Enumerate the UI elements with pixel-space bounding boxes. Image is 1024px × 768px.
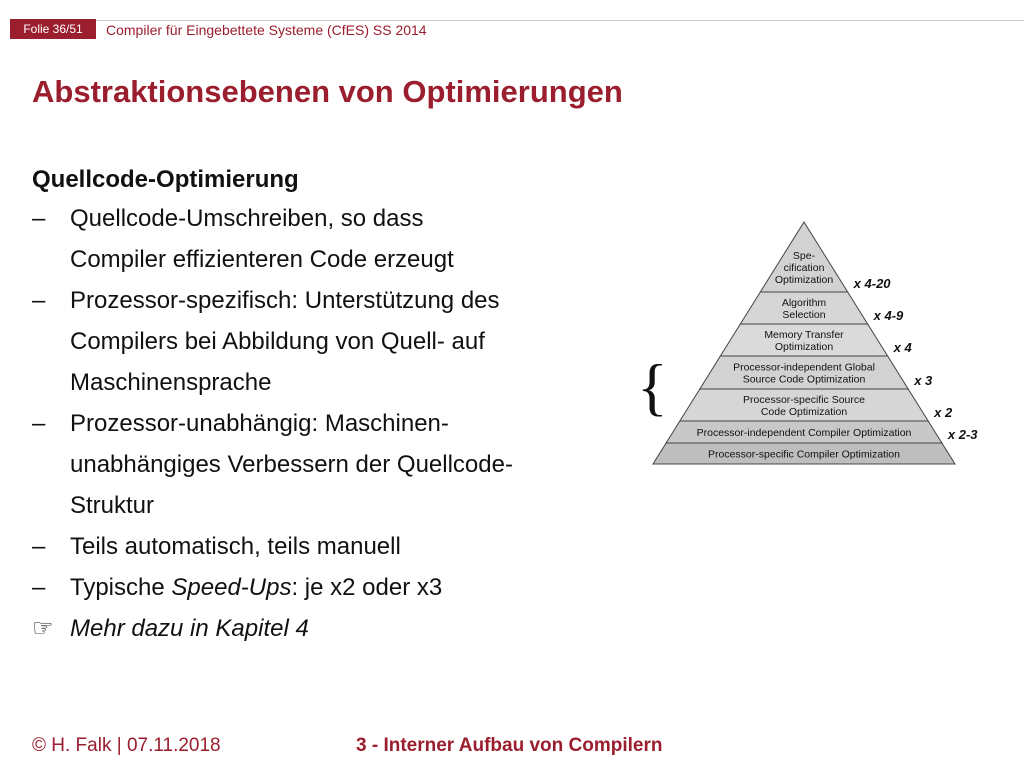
bullet-text: Typische — [70, 574, 172, 601]
slide-title: Abstraktionsebenen von Optimierungen — [32, 74, 623, 109]
speedup-factor-label: x 4-20 — [853, 276, 891, 291]
speedup-factor-label: x 3 — [914, 373, 933, 388]
footer-author-date: © H. Falk | 07.11.2018 — [32, 735, 221, 756]
bullet-dash: – — [32, 205, 46, 232]
pyramid-level-label: Memory Transfer — [764, 329, 844, 341]
bullet-line: Quellcode-Umschreiben, so dass — [70, 205, 424, 232]
pyramid-level-label: Processor-independent Compiler Optimization — [696, 427, 912, 439]
speedup-factor-label: x 4 — [893, 340, 912, 355]
section-heading: Quellcode-Optimierung — [32, 166, 299, 193]
bullet-dash: – — [32, 287, 46, 314]
chapter-reference: Mehr dazu in Kapitel 4 — [70, 615, 309, 642]
pyramid-level-label: Algorithm — [781, 297, 827, 309]
pyramid-level-label: cification — [783, 262, 825, 274]
curly-brace-icon: { — [637, 351, 668, 422]
pyramid-level-label: Spe- — [792, 250, 816, 262]
bullet-line: unabhängiges Verbessern der Quellcode- — [70, 451, 513, 478]
pointing-hand-icon: ☞ — [32, 615, 54, 642]
course-title: Compiler für Eingebettete Systeme (CfES) SS 2014 — [106, 22, 427, 38]
pyramid-level-label: Code Optimization — [760, 406, 848, 418]
bullet-text: : je x2 oder x3 — [291, 574, 443, 601]
bullet-line: Compilers bei Abbildung von Quell- auf — [70, 328, 485, 355]
pyramid-level-label: Processor-specific Compiler Optimization — [708, 448, 900, 461]
bullet-dash: – — [32, 574, 46, 601]
pyramid-level-label: Processor-specific Source — [743, 394, 865, 406]
slide-number-badge: Folie 36/51 — [10, 19, 96, 39]
pyramid-level-label: Processor-independent Global — [733, 361, 875, 374]
bullet-line: Prozessor-unabhängig: Maschinen- — [70, 410, 449, 437]
bullet-dash: – — [32, 533, 46, 560]
pyramid-level-label: Source Code Optimization — [742, 373, 866, 386]
bullet-line: Compiler effizienteren Code erzeugt — [70, 246, 454, 273]
pyramid-level-label: Selection — [782, 309, 826, 321]
bullet-line: Struktur — [70, 492, 155, 519]
bullet-dash: – — [32, 410, 46, 437]
bullet-line: Teils automatisch, teils manuell — [70, 533, 401, 560]
bullet-line: Maschinensprache — [70, 369, 272, 396]
pyramid-level-label: Optimization — [774, 274, 834, 286]
speedup-factor-label: x 4-9 — [873, 308, 904, 323]
bullet-line: Prozessor-spezifisch: Unterstützung des — [70, 287, 500, 314]
speedup-factor-label: x 2-3 — [947, 427, 978, 442]
pyramid-level-label: Optimization — [774, 341, 834, 353]
footer-chapter: 3 - Interner Aufbau von Compilern — [356, 735, 663, 756]
emphasis-text: Speed-Ups — [171, 574, 292, 601]
speedup-factor-label: x 2 — [934, 405, 953, 420]
